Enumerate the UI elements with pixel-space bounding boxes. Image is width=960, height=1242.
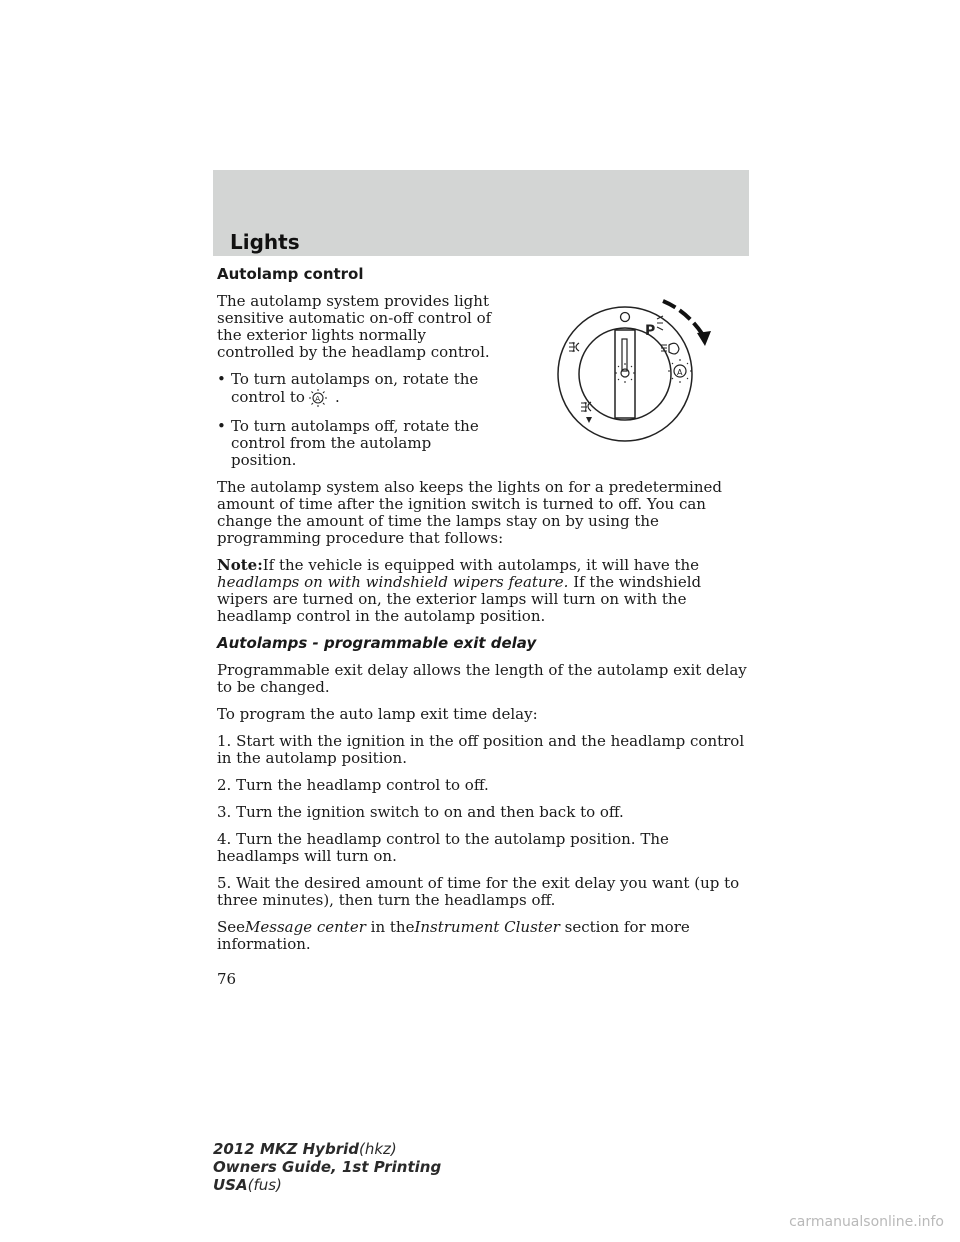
heading-programmable-exit-delay: Autolamps - programmable exit delay [217, 634, 537, 652]
bullet-item: • To turn autolamps on, rotate the control to A . [217, 370, 479, 406]
page-number: 76 [217, 970, 237, 988]
bullet-item: • To turn autolamps off, rotate the control from the autolamp position. [217, 417, 479, 469]
document-footer: 2012 MKZ Hybrid(hkz) Owners Guide, 1st Printing USA(fus) [213, 1140, 442, 1194]
paragraph: The autolamp system also keeps the lights on for a predetermined amount of time after the ignition switch is turned to off. You can change the amount of time the lamps stay on by using the programming procedure that follows: [217, 478, 722, 547]
section-header-band [213, 170, 749, 256]
step-item: 2. Turn the headlamp control to off. [217, 776, 489, 794]
note-paragraph: Note:If the vehicle is equipped with autolamps, it will have the headlamps on with windshield wipers feature. If the windshield wipers are turned on, the exterior lamps will turn on with the headlamp control in the autolamp position. [217, 556, 702, 625]
parking-lamp-label: P [645, 323, 656, 339]
heading-autolamp-control: Autolamp control [217, 265, 364, 283]
autolamp-icon [307, 388, 329, 408]
step-item: 1. Start with the ignition in the off position and the headlamp control in the autolamp position. [217, 732, 745, 767]
watermark: carmanualsonline.info [789, 1214, 944, 1230]
svg-text:A: A [315, 395, 321, 403]
intro-paragraph: The autolamp system provides light sensitive automatic on-off control of the exterior lights normally controlled by the headlamp control. [217, 292, 492, 361]
step-item: 4. Turn the headlamp control to the autolamp position. The headlamps will turn on. [217, 830, 669, 865]
paragraph: To program the auto lamp exit time delay: [217, 705, 538, 723]
see-also-paragraph: SeeMessage center in theInstrument Cluster section for more information. [217, 918, 690, 953]
section-title: Lights [230, 230, 300, 254]
step-item: 5. Wait the desired amount of time for the exit delay you want (up to three minutes), then turn the headlamps off. [217, 874, 740, 909]
manual-page-content [217, 266, 747, 963]
paragraph: Programmable exit delay allows the length of the autolamp exit delay to be changed. [217, 661, 747, 696]
svg-text:A: A [677, 368, 683, 377]
step-item: 3. Turn the ignition switch to on and then back to off. [217, 803, 624, 821]
